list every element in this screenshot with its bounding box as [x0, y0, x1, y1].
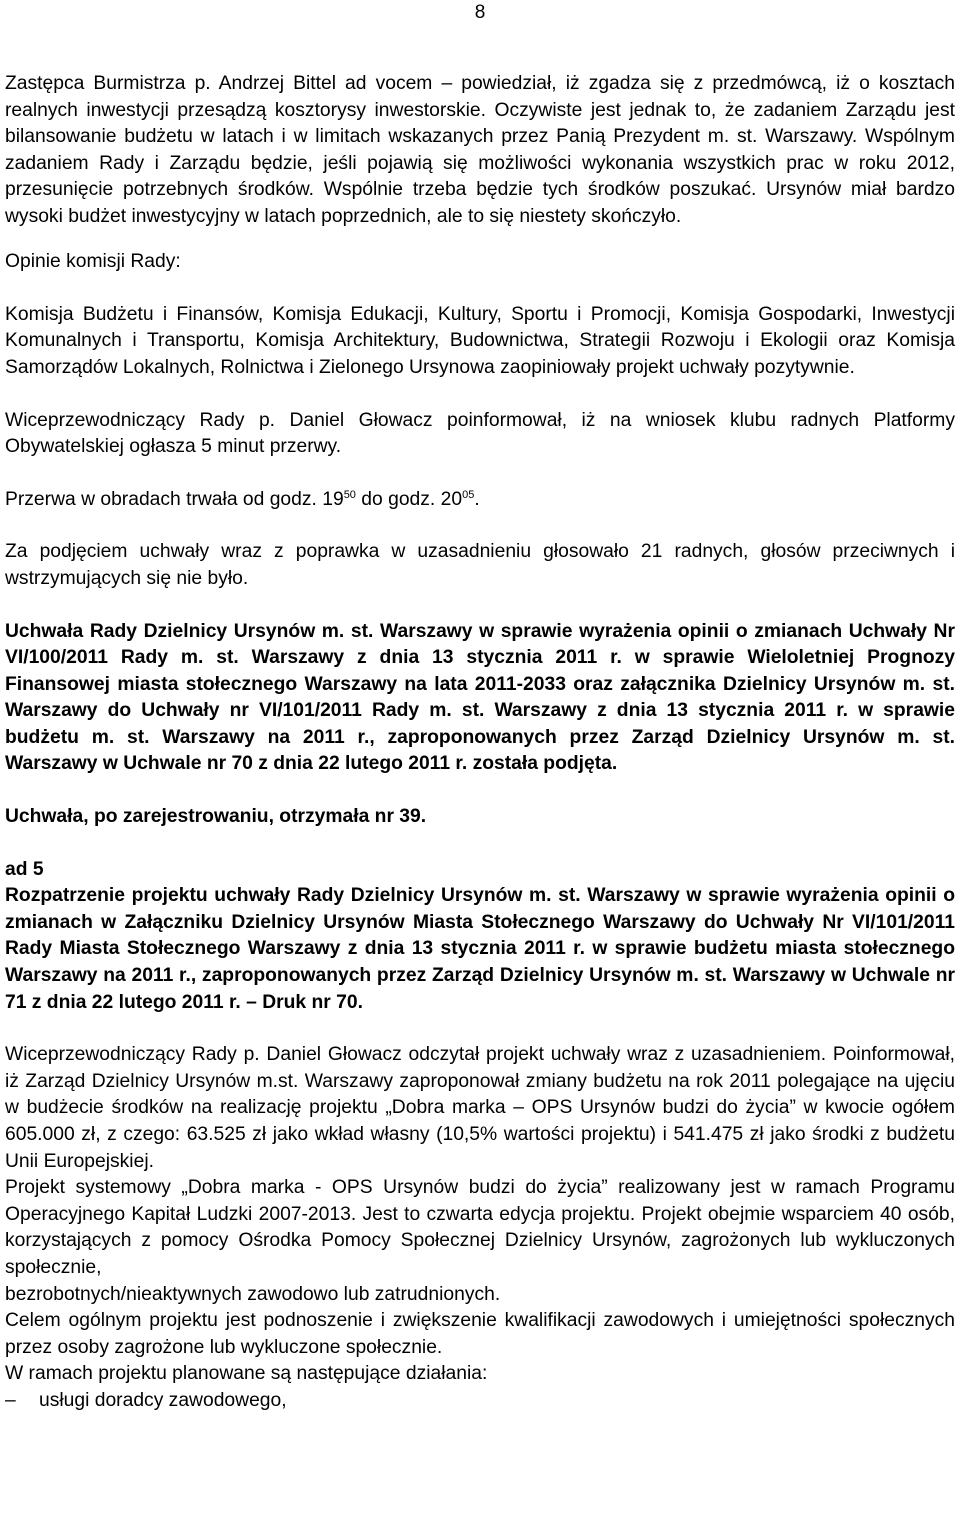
break-line-middle: do godz. 20: [355, 488, 463, 510]
opinions-heading: Opinie komisji Rady:: [5, 250, 181, 272]
break-line-suffix: .: [474, 488, 480, 510]
opinions-text: Komisja Budżetu i Finansów, Komisja Edukacji, Kultury, Sportu i Promocji, Komisja Gospodarki, Inwestycji Komunalnych i Transportu, Komisja Architektury, Budownictwa, Strategii Rozwoju i Ekologii oraz Komisja Samorządów Lokalnych, Rolnictwa i Zielonego Ursynowa zaopiniowały projekt uchwały pozytywnie.: [5, 303, 955, 378]
dash-bullet: –: [5, 1389, 16, 1411]
document-body: [5, 71, 955, 1415]
break-start-minutes: 50: [343, 488, 356, 501]
list-item: [5, 1388, 955, 1415]
break-end-minutes: 05: [462, 488, 475, 501]
page-number: 8: [474, 2, 486, 23]
break-line: [5, 487, 955, 514]
agenda-item-title: Rozpatrzenie projektu uchwały Rady Dzielnicy Ursynów m. st. Warszawy w sprawie wyrażenia opinii o zmianach w Załączniku Dzielnicy Ursynów Miasta Stołecznego Warszawy do Uchwały Nr VI/101/2011 Rady Miasta Stołecznego Warszawy z dnia 13 stycznia 2011 r. w sprawie budżetu miasta stołecznego Warszawy na 2011 r., zaproponowanych przez Zarząd Dzielnicy Ursynów m. st. Warszawy w Uchwale nr 71 z dnia 22 lutego 2011 r. – Druk nr 70.: [5, 885, 955, 1013]
paragraph-goal: Celem ogólnym projektu jest podnoszenie i zwiększenie kwalifikacji zawodowych i umiejętności społecznych przez osoby zagrożone lub wykluczone społecznie.: [5, 1310, 955, 1358]
paragraph-project-continued: bezrobotnych/nieaktywnych zawodowo lub zatrudnionych.: [5, 1283, 501, 1305]
agenda-item-label: ad 5: [5, 858, 44, 880]
paragraph-read: Wiceprzewodniczący Rady p. Daniel Głowacz odczytał projekt uchwały wraz z uzasadnieniem. Poinformował, iż Zarząd Dzielnicy Ursynów m.st. Warszawy zaproponował zmiany budżetu na rok 2011 polegające na ujęciu w budżecie środków na realizację projektu „Dobra marka – OPS Ursynów budzi do życia” w kwocie ogółem 605.000 zł, z czego: 63.525 zł jako wkład własny (10,5% wartości projektu) i 541.475 zł jako środki z budżetu Unii Europejskiej.: [5, 1044, 955, 1172]
resolution-adopted: Uchwała Rady Dzielnicy Ursynów m. st. Warszawy w sprawie wyrażenia opinii o zmianach Uchwały Nr VI/100/2011 Rady m. st. Warszawy z dnia 13 stycznia 2011 r. w sprawie Wieloletniej Prognozy Finansowej miasta stołecznego Warszawy na lata 2011-2033 oraz załącznika Dzielnicy Ursynów m. st. Warszawy do Uchwały nr VI/101/2011 Rady m. st. Warszawy z dnia 13 stycznia 2011 r. w sprawie budżetu m. st. Warszawy na 2011 r., zaproponowanych przez Zarząd Dzielnicy Ursynów m. st. Warszawy w Uchwale nr 70 z dnia 22 lutego 2011 r. została podjęta.: [5, 620, 955, 775]
vote-result: Za podjęciem uchwały wraz z poprawka w uzasadnieniu głosowało 21 radnych, głosów przeciwnych i wstrzymujących się nie było.: [5, 541, 955, 589]
paragraph-actions-intro: W ramach projektu planowane są następujące działania:: [5, 1363, 488, 1385]
resolution-number: Uchwała, po zarejestrowaniu, otrzymała nr 39.: [5, 806, 427, 828]
list-item-text: usługi doradcy zawodowego,: [39, 1389, 287, 1411]
break-line-prefix: Przerwa w obradach trwała od godz. 19: [5, 488, 344, 510]
paragraph-break-announcement: Wiceprzewodniczący Rady p. Daniel Głowacz poinformował, iż na wniosek klubu radnych Platformy Obywatelskiej ogłasza 5 minut przerwy.: [5, 409, 955, 458]
paragraph-ad-vocem: Zastępca Burmistrza p. Andrzej Bittel ad vocem – powiedział, iż zgadza się z przedmówcą, iż o kosztach realnych inwestycji przesądzą kosztorysy inwestorskie. Oczywiste jest jednak to, że zadaniem Zarządu jest bilansowanie budżetu w latach i w limitach wskazanych przez Panią Prezydent m. st. Warszawy. Wspólnym zadaniem Rady i Zarządu będzie, jeśli pojawią się możliwości wykonania wszystkich prac w roku 2012, przesunięcie potrzebnych środków. Wspólnie trzeba będzie tych środków poszukać. Ursynów miał bardzo wysoki budżet inwestycyjny w latach poprzednich, ale to się niestety skończyło.: [5, 73, 955, 227]
paragraph-project: Projekt systemowy „Dobra marka - OPS Ursynów budzi do życia” realizowany jest w ramach Programu Operacyjnego Kapitał Ludzki 2007-2013. Jest to czwarta edycja projektu. Projekt obejmie wsparciem 40 osób, korzystających z pomocy Ośrodka Pomocy Społecznej Dzielnicy Ursynów, zagrożonych lub wykluczonych społecznie,: [5, 1177, 955, 1278]
